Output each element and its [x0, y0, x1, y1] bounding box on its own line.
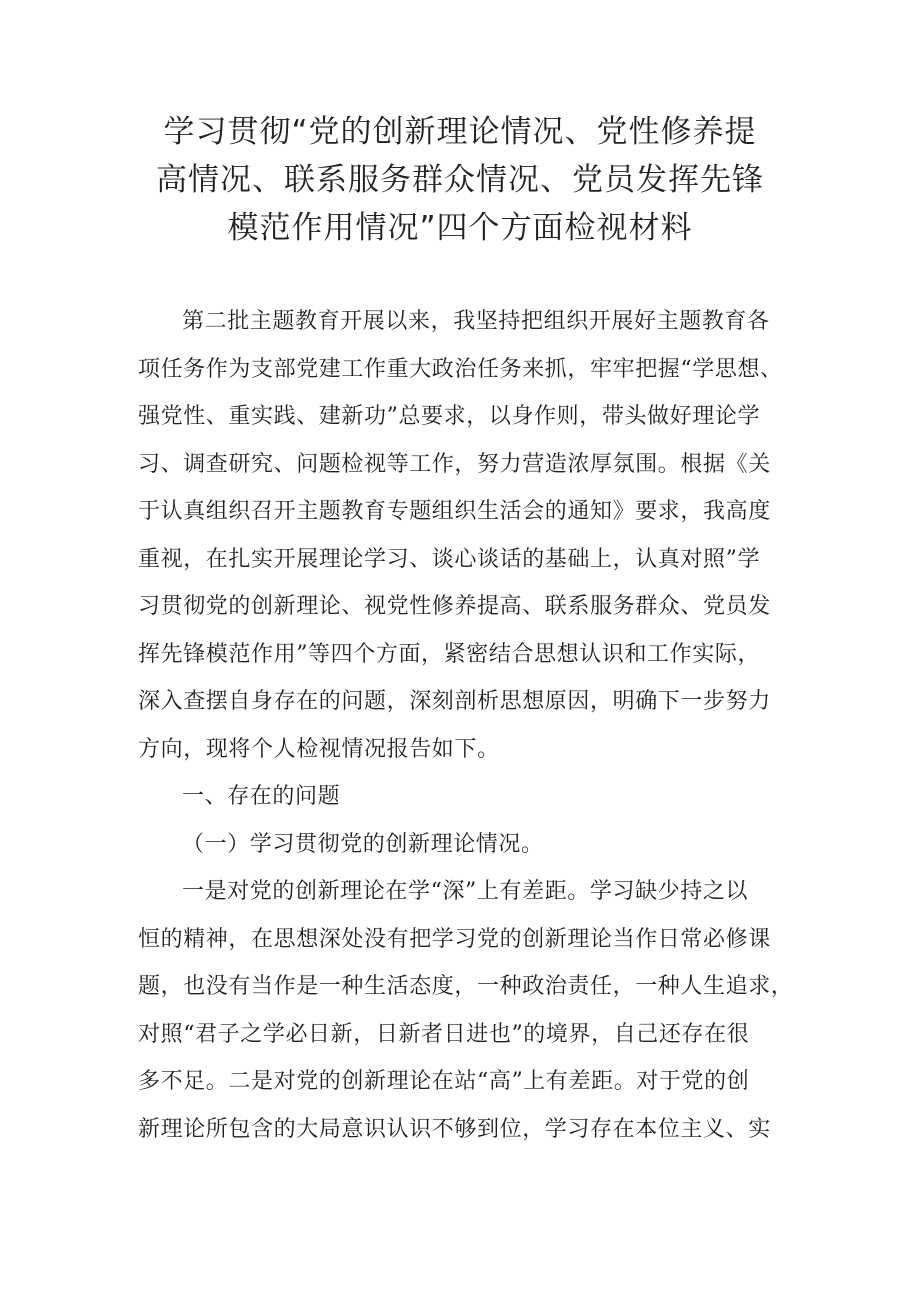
paragraph-line: 于认真组织召开主题教育专题组织生活会的通知》要求，我高度 [138, 499, 771, 524]
paragraph-line: 强党性、重实践、建新功”总要求，以身作则，带头做好理论学 [138, 404, 761, 429]
paragraph-line: 第二批主题教育开展以来，我坚持把组织开展好主题教育各 [182, 309, 770, 334]
document-title [120, 108, 800, 252]
document-body [138, 298, 794, 1153]
title-line: 高情况、联系服务群众情况、党员发挥先锋 [156, 162, 764, 198]
title-line: 模范作用情况”四个方面检视材料 [227, 210, 693, 246]
section-paragraph [138, 868, 794, 1153]
paragraph-line: 项任务作为支部党建工作重大政治任务来抓，牢牢把握“学思想、 [138, 356, 783, 382]
paragraph-line: 一是对党的创新理论在学“深”上有差距。学习缺少持之以 [182, 879, 749, 904]
section-heading: 一、存在的问题 [182, 784, 341, 809]
paragraph-line: 习、调查研究、问题检视等工作，努力营造浓厚氛围。根据《关 [138, 451, 771, 477]
title-line: 学习贯彻“党的创新理论情况、党性修养提 [163, 114, 757, 150]
subsection-heading: （一）学习贯彻党的创新理论情况。 [182, 831, 544, 857]
paragraph-line: 习贯彻党的创新理论、视党性修养提高、联系服务群众、党员发 [138, 594, 771, 619]
paragraph-line: 对照“君子之学必日新，日新者日进也”的境界，自己还存在很 [138, 1021, 750, 1047]
paragraph-line: 重视，在扎实开展理论学习、谈心谈话的基础上，认真对照”学 [138, 546, 761, 572]
paragraph-line: 恒的精神，在思想深处没有把学习党的创新理论当作日常必修课 [138, 926, 771, 952]
paragraph-line: 方向，现将个人检视情况报告如下。 [138, 736, 500, 762]
paragraph-line: 题，也没有当作是一种生活态度，一种政治责任，一种人生追求， [138, 974, 794, 999]
paragraph-line: 多不足。二是对党的创新理论在站“高”上有差距。对于党的创 [138, 1069, 750, 1094]
paragraph-line: 挥先锋模范作用”等四个方面，紧密结合思想认识和工作实际， [138, 641, 761, 667]
paragraph-line: 新理论所包含的大局意识认识不够到位，学习存在本位主义、实 [138, 1116, 771, 1142]
intro-paragraph [138, 298, 788, 773]
paragraph-line: 深入查摆自身存在的问题，深刻剖析思想原因，明确下一步努力 [138, 689, 771, 714]
